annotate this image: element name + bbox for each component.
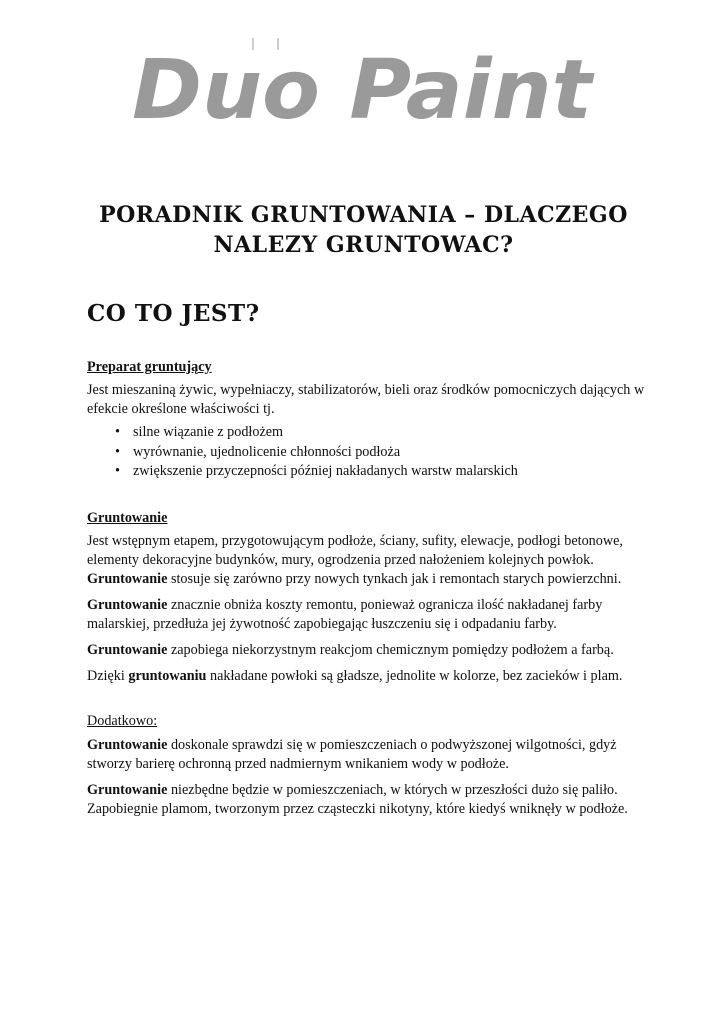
duo-paint-logo-graphic — [128, 30, 598, 130]
gruntowanie-heading: Gruntowanie — [87, 509, 168, 526]
list-item-text: wyrównanie, ujednolicenie chłonności podłoża — [133, 443, 401, 460]
section-heading: CO TO JEST? — [87, 300, 260, 327]
paragraph-text: stosuje się zarówno przy nowych tynkach jak i remontach starych powierzchni. — [167, 570, 622, 587]
bold-term: Gruntowanie — [87, 570, 168, 587]
list-item — [115, 423, 647, 443]
list-item — [115, 462, 647, 482]
paragraph-text: znacznie obniża koszty remontu, ponieważ ogranicza ilość nakładanej farby malarskiej, przedłuża jej żywotność zapobiegając łuszczeniu się i odpadaniu farby. — [87, 596, 603, 632]
preparat-heading: Preparat gruntujący — [87, 359, 212, 375]
duo-paint-logo — [128, 30, 598, 130]
list-item — [115, 443, 647, 463]
dodatkowo-paragraph-1 — [87, 736, 647, 774]
paragraph-text: nakładane powłoki są gładsze, jednolite w kolorze, bez zacieków i plam. — [206, 667, 623, 684]
bullet-icon: • — [115, 424, 120, 440]
gruntowanie-paragraph-2 — [87, 596, 647, 634]
bold-term: Gruntowanie — [87, 781, 168, 798]
page-title: PORADNIK GRUNTOWANIA – DLACZEGO NALEZY GRUNTOWAC? — [99, 202, 628, 258]
paragraph-text: doskonale sprawdzi się w pomieszczeniach o podwyższonej wilgotności, gdyż stworzy barierę ochronną przed nadmiernym wnikaniem wody w podłoże. — [87, 736, 617, 772]
paragraph-text: zapobiega niekorzystnym reakcjom chemicznym pomiędzy podłożem a farbą. — [167, 641, 614, 658]
gruntowanie-paragraph-3 — [87, 641, 647, 660]
dodatkowo-paragraph-2 — [87, 781, 647, 819]
bold-term: Gruntowanie — [87, 641, 168, 658]
document-body — [87, 358, 647, 826]
bold-term: Gruntowanie — [87, 596, 168, 613]
paragraph-text: Dzięki — [87, 667, 129, 684]
logo-wordmark: Duo Paint — [132, 43, 595, 130]
gruntowanie-paragraph-4 — [87, 667, 647, 686]
paragraph-text: Jest wstępnym etapem, przygotowującym podłoże, ściany, sufity, elewacje, podłogi betonowe, elementy dekoracyjne budynków, mury, ogrodzenia przed nałożeniem kolejnych powłok. — [87, 532, 623, 568]
bold-term: gruntowaniu — [128, 667, 207, 684]
bold-term: Gruntowanie — [87, 736, 168, 753]
bullet-icon: • — [115, 443, 120, 460]
paragraph-text: niezbędne będzie w pomieszczeniach, w których w przeszłości dużo się paliło. Zapobiegnie plamom, tworzonym przez cząsteczki nikotyny, które kiedyś wniknęły w podłoże. — [87, 781, 628, 817]
dodatkowo-heading: Dodatkowo: — [87, 712, 158, 729]
gruntowanie-paragraph-1 — [87, 532, 647, 589]
preparat-bullet-list — [87, 423, 647, 482]
list-item-text: silne wiązanie z podłożem — [133, 424, 284, 440]
list-item-text: zwiększenie przyczepności później nakładanych warstw malarskich — [133, 463, 518, 479]
preparat-intro: Jest mieszaniną żywic, wypełniaczy, stabilizatorów, bieli oraz środków pomocniczych dających w efekcie określone właściwości tj. — [87, 382, 645, 417]
bullet-icon: • — [115, 463, 120, 479]
